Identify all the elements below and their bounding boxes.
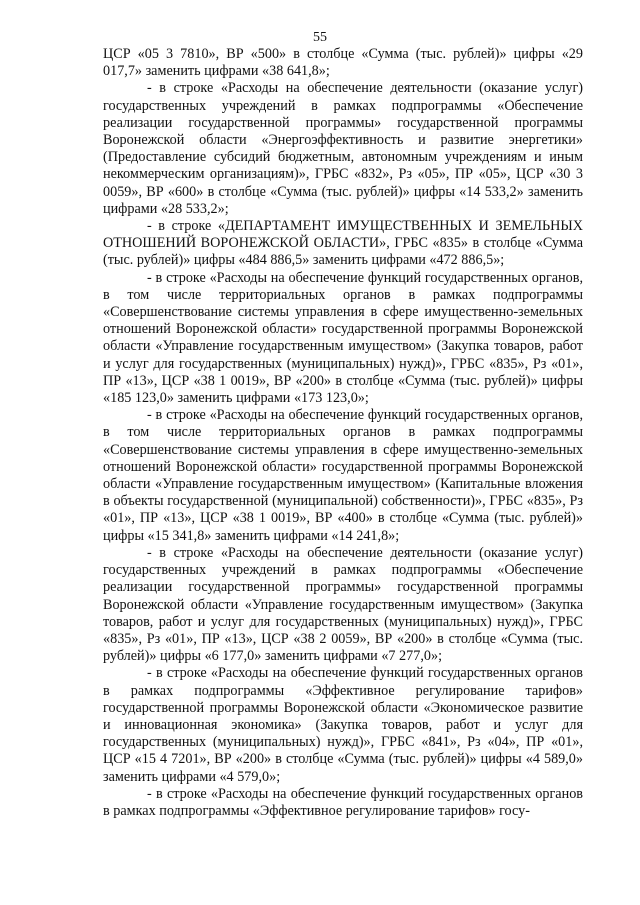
paragraph: - в строке «Расходы на обеспечение функций государственных органов, в том числе территориальных органов в рамках подпрограммы «Совершенствование системы управления в сфере имущественно-земельных отношений Воронежской области» государственной программы Воронежской области «Управление государственным имуществом» (Закупка товаров, работ и услуг для государственных (муниципальных) нужд)», ГРБС «835», Рз «01», ПР «13», ЦСР «38 1 0019», ВР «200» в столбце «Сумма (тыс. рублей)» цифры «185 123,0» заменить цифрами «173 123,0»; xyxy=(103,269,583,407)
paragraph: - в строке «Расходы на обеспечение функций государственных органов, в том числе территориальных органов в рамках подпрограммы «Совершенствование системы управления в сфере имущественно-земельных отношений Воронежской области» государственной программы Воронежской области «Управление государственным имуществом» (Капитальные вложения в объекты государственной (муниципальной) собственности)», ГРБС «835», Рз «01», ПР «13», ЦСР «38 1 0019», ВР «400» в столбце «Сумма (тыс. рублей)» цифры «15 341,8» заменить цифрами «14 241,8»; xyxy=(103,407,583,544)
paragraph: ЦСР «05 3 7810», ВР «500» в столбце «Сумма (тыс. рублей)» цифры «29 017,7» заменить цифрами «38 641,8»; xyxy=(103,46,583,80)
paragraph: - в строке «Расходы на обеспечение функций государственных органов в рамках подпрограммы «Эффективное регулирование тарифов» государственной программы Воронежской области «Экономическое развитие и инновационная экономика» (Закупка товаров, работ и услуг для государственных (муниципальных) нужд)», ГРБС «841», Рз «04», ПР «01», ЦСР «15 4 7201», ВР «200» в столбце «Сумма (тыс. рублей)» цифры «4 589,0» заменить цифрами «4 579,0»; xyxy=(103,665,583,785)
paragraph: - в строке «Расходы на обеспечение функций государственных органов в рамках подпрограммы «Эффективное регулирование тарифов» госу- xyxy=(103,785,583,819)
page-number: 55 xyxy=(313,30,327,45)
paragraph: - в строке «ДЕПАРТАМЕНТ ИМУЩЕСТВЕННЫХ И ЗЕМЕЛЬНЫХ ОТНОШЕНИЙ ВОРОНЕЖСКОЙ ОБЛАСТИ», ГРБС «835» в столбце «Сумма (тыс. рублей)» цифры «484 886,5» заменить цифрами «472 886,5»; xyxy=(103,218,583,269)
paragraph: - в строке «Расходы на обеспечение деятельности (оказание услуг) государственных учреждений в рамках подпрограммы «Обеспечение реализации государственной программы» государственной программы Воронежской области «Энергоэффективность и развитие энергетики» (Предоставление субсидий бюджетным, автономным учреждениям и иным некоммерческим организациям)», ГРБС «832», Рз «05», ПР «05», ЦСР «30 3 0059», ВР «600» в столбце «Сумма (тыс. рублей)» цифры «14 533,2» заменить цифрами «28 533,2»; xyxy=(103,80,583,217)
document-body xyxy=(103,46,583,820)
paragraph: - в строке «Расходы на обеспечение деятельности (оказание услуг) государственных учреждений в рамках подпрограммы «Обеспечение реализации государственной программы» государственной программы Воронежской области «Управление государственным имуществом» (Закупка товаров, работ и услуг для государственных (муниципальных) нужд)», ГРБС «835», Рз «01», ПР «13», ЦСР «38 2 0059», ВР «200» в столбце «Сумма (тыс. рублей)» цифры «6 177,0» заменить цифрами «7 277,0»; xyxy=(103,544,583,665)
